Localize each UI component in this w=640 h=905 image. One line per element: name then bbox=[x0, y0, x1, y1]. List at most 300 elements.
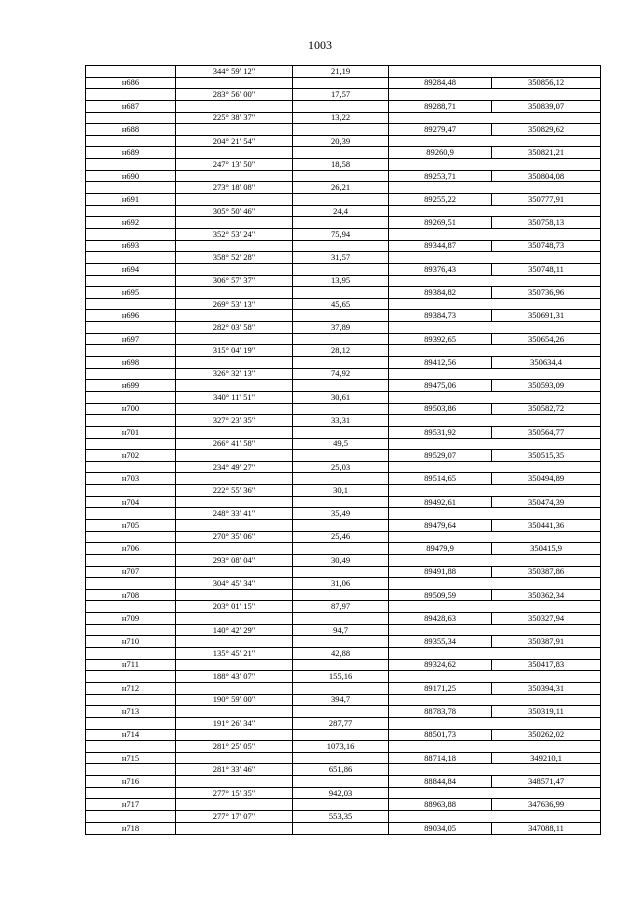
point-name-cell: н694 bbox=[86, 263, 176, 275]
segment-blank-cell bbox=[389, 601, 601, 613]
point-blank-cell bbox=[293, 287, 389, 299]
point-name-cell: н688 bbox=[86, 124, 176, 136]
x-coordinate-cell: 88783,78 bbox=[389, 706, 492, 718]
y-coordinate-cell: 350821,21 bbox=[492, 147, 601, 159]
y-coordinate-cell: 350582,72 bbox=[492, 403, 601, 415]
segment-length-cell: 35,49 bbox=[293, 508, 389, 520]
segment-row bbox=[86, 182, 601, 194]
segment-row bbox=[86, 322, 601, 334]
segment-blank-cell bbox=[86, 182, 176, 194]
segment-length-cell: 42,88 bbox=[293, 648, 389, 660]
segment-length-cell: 26,21 bbox=[293, 182, 389, 194]
point-blank-cell bbox=[293, 776, 389, 788]
direction-angle-cell: 306° 57' 37" bbox=[176, 275, 293, 287]
segment-length-cell: 1073,16 bbox=[293, 741, 389, 753]
segment-blank-cell bbox=[389, 66, 601, 78]
point-blank-cell bbox=[176, 799, 293, 811]
segment-blank-cell bbox=[389, 368, 601, 380]
segment-row bbox=[86, 601, 601, 613]
segment-length-cell: 25,03 bbox=[293, 461, 389, 473]
segment-length-cell: 30,49 bbox=[293, 554, 389, 566]
segment-blank-cell bbox=[86, 345, 176, 357]
point-blank-cell bbox=[293, 194, 389, 206]
direction-angle-cell: 270° 35' 06" bbox=[176, 531, 293, 543]
segment-blank-cell bbox=[86, 159, 176, 171]
segment-blank-cell bbox=[86, 485, 176, 497]
direction-angle-cell: 222° 55' 36" bbox=[176, 485, 293, 497]
segment-row bbox=[86, 345, 601, 357]
direction-angle-cell: 352° 53' 24" bbox=[176, 228, 293, 240]
segment-blank-cell bbox=[86, 694, 176, 706]
direction-angle-cell: 188° 43' 07" bbox=[176, 671, 293, 683]
segment-blank-cell bbox=[86, 415, 176, 427]
y-coordinate-cell: 348571,47 bbox=[492, 776, 601, 788]
point-name-cell: н693 bbox=[86, 240, 176, 252]
segment-row bbox=[86, 485, 601, 497]
point-name-cell: н711 bbox=[86, 659, 176, 671]
segment-length-cell: 45,65 bbox=[293, 298, 389, 310]
coordinates-table-body bbox=[86, 66, 601, 835]
y-coordinate-cell: 347636,99 bbox=[492, 799, 601, 811]
point-row bbox=[86, 613, 601, 625]
point-row bbox=[86, 263, 601, 275]
point-row bbox=[86, 636, 601, 648]
segment-row bbox=[86, 648, 601, 660]
segment-blank-cell bbox=[389, 741, 601, 753]
point-row bbox=[86, 310, 601, 322]
segment-length-cell: 94,7 bbox=[293, 624, 389, 636]
x-coordinate-cell: 89269,51 bbox=[389, 217, 492, 229]
y-coordinate-cell: 350777,91 bbox=[492, 194, 601, 206]
point-name-cell: н687 bbox=[86, 100, 176, 112]
segment-blank-cell bbox=[389, 717, 601, 729]
y-coordinate-cell: 350262,02 bbox=[492, 729, 601, 741]
segment-blank-cell bbox=[86, 228, 176, 240]
x-coordinate-cell: 89475,06 bbox=[389, 380, 492, 392]
segment-length-cell: 394,7 bbox=[293, 694, 389, 706]
y-coordinate-cell: 350654,26 bbox=[492, 333, 601, 345]
segment-row bbox=[86, 368, 601, 380]
y-coordinate-cell: 350829,62 bbox=[492, 124, 601, 136]
direction-angle-cell: 277° 17' 07" bbox=[176, 811, 293, 823]
point-blank-cell bbox=[176, 263, 293, 275]
y-coordinate-cell: 350748,11 bbox=[492, 263, 601, 275]
x-coordinate-cell: 89412,56 bbox=[389, 357, 492, 369]
y-coordinate-cell: 350804,08 bbox=[492, 170, 601, 182]
x-coordinate-cell: 89355,34 bbox=[389, 636, 492, 648]
segment-length-cell: 17,57 bbox=[293, 89, 389, 101]
y-coordinate-cell: 350839,07 bbox=[492, 100, 601, 112]
point-name-cell: н686 bbox=[86, 77, 176, 89]
segment-blank-cell bbox=[86, 322, 176, 334]
direction-angle-cell: 305° 50' 46" bbox=[176, 205, 293, 217]
segment-blank-cell bbox=[389, 345, 601, 357]
point-blank-cell bbox=[176, 776, 293, 788]
x-coordinate-cell: 89479,9 bbox=[389, 543, 492, 555]
direction-angle-cell: 340° 11' 51" bbox=[176, 391, 293, 403]
segment-blank-cell bbox=[86, 717, 176, 729]
point-blank-cell bbox=[293, 263, 389, 275]
segment-length-cell: 24,4 bbox=[293, 205, 389, 217]
y-coordinate-cell: 349210,1 bbox=[492, 752, 601, 764]
segment-blank-cell bbox=[86, 531, 176, 543]
segment-blank-cell bbox=[86, 461, 176, 473]
segment-blank-cell bbox=[389, 485, 601, 497]
point-blank-cell bbox=[176, 473, 293, 485]
point-row bbox=[86, 100, 601, 112]
segment-row bbox=[86, 787, 601, 799]
segment-blank-cell bbox=[389, 275, 601, 287]
point-blank-cell bbox=[176, 333, 293, 345]
segment-blank-cell bbox=[389, 391, 601, 403]
point-blank-cell bbox=[176, 566, 293, 578]
direction-angle-cell: 304° 45' 34" bbox=[176, 578, 293, 590]
segment-blank-cell bbox=[389, 322, 601, 334]
segment-blank-cell bbox=[86, 112, 176, 124]
x-coordinate-cell: 89324,62 bbox=[389, 659, 492, 671]
direction-angle-cell: 358° 52' 28" bbox=[176, 252, 293, 264]
segment-blank-cell bbox=[86, 89, 176, 101]
segment-row bbox=[86, 554, 601, 566]
direction-angle-cell: 266° 41' 58" bbox=[176, 438, 293, 450]
x-coordinate-cell: 89514,65 bbox=[389, 473, 492, 485]
point-name-cell: н699 bbox=[86, 380, 176, 392]
point-row bbox=[86, 124, 601, 136]
y-coordinate-cell: 350691,31 bbox=[492, 310, 601, 322]
point-row bbox=[86, 333, 601, 345]
segment-length-cell: 13,22 bbox=[293, 112, 389, 124]
segment-blank-cell bbox=[389, 508, 601, 520]
point-blank-cell bbox=[293, 752, 389, 764]
point-row bbox=[86, 473, 601, 485]
point-name-cell: н710 bbox=[86, 636, 176, 648]
segment-blank-cell bbox=[86, 66, 176, 78]
segment-blank-cell bbox=[389, 252, 601, 264]
point-row bbox=[86, 822, 601, 834]
x-coordinate-cell: 89255,22 bbox=[389, 194, 492, 206]
point-name-cell: н691 bbox=[86, 194, 176, 206]
point-blank-cell bbox=[293, 636, 389, 648]
point-name-cell: н706 bbox=[86, 543, 176, 555]
segment-blank-cell bbox=[389, 811, 601, 823]
direction-angle-cell: 283° 56' 00" bbox=[176, 89, 293, 101]
point-row bbox=[86, 287, 601, 299]
point-blank-cell bbox=[293, 380, 389, 392]
direction-angle-cell: 326° 32' 13" bbox=[176, 368, 293, 380]
x-coordinate-cell: 88844,84 bbox=[389, 776, 492, 788]
segment-blank-cell bbox=[389, 159, 601, 171]
x-coordinate-cell: 88501,73 bbox=[389, 729, 492, 741]
segment-length-cell: 49,5 bbox=[293, 438, 389, 450]
segment-blank-cell bbox=[389, 671, 601, 683]
point-blank-cell bbox=[293, 613, 389, 625]
segment-blank-cell bbox=[86, 671, 176, 683]
direction-angle-cell: 225° 38' 37" bbox=[176, 112, 293, 124]
point-row bbox=[86, 217, 601, 229]
point-blank-cell bbox=[176, 636, 293, 648]
y-coordinate-cell: 347088,11 bbox=[492, 822, 601, 834]
segment-length-cell: 553,35 bbox=[293, 811, 389, 823]
point-blank-cell bbox=[176, 752, 293, 764]
x-coordinate-cell: 89344,87 bbox=[389, 240, 492, 252]
point-blank-cell bbox=[293, 240, 389, 252]
y-coordinate-cell: 350474,39 bbox=[492, 496, 601, 508]
point-row bbox=[86, 659, 601, 671]
segment-blank-cell bbox=[389, 787, 601, 799]
segment-length-cell: 13,95 bbox=[293, 275, 389, 287]
point-blank-cell bbox=[293, 566, 389, 578]
segment-length-cell: 18,58 bbox=[293, 159, 389, 171]
segment-length-cell: 287,77 bbox=[293, 717, 389, 729]
point-blank-cell bbox=[293, 77, 389, 89]
point-blank-cell bbox=[176, 380, 293, 392]
point-row bbox=[86, 682, 601, 694]
point-row bbox=[86, 170, 601, 182]
point-blank-cell bbox=[293, 519, 389, 531]
x-coordinate-cell: 89376,43 bbox=[389, 263, 492, 275]
direction-angle-cell: 269° 53' 13" bbox=[176, 298, 293, 310]
direction-angle-cell: 203° 01' 15" bbox=[176, 601, 293, 613]
point-name-cell: н707 bbox=[86, 566, 176, 578]
x-coordinate-cell: 89034,05 bbox=[389, 822, 492, 834]
segment-row bbox=[86, 578, 601, 590]
segment-row bbox=[86, 438, 601, 450]
point-row bbox=[86, 729, 601, 741]
point-blank-cell bbox=[176, 147, 293, 159]
x-coordinate-cell: 89284,48 bbox=[389, 77, 492, 89]
segment-length-cell: 155,16 bbox=[293, 671, 389, 683]
y-coordinate-cell: 350327,94 bbox=[492, 613, 601, 625]
y-coordinate-cell: 350758,13 bbox=[492, 217, 601, 229]
segment-blank-cell bbox=[86, 391, 176, 403]
point-blank-cell bbox=[176, 659, 293, 671]
x-coordinate-cell: 89171,25 bbox=[389, 682, 492, 694]
segment-blank-cell bbox=[389, 182, 601, 194]
segment-row bbox=[86, 811, 601, 823]
segment-row bbox=[86, 66, 601, 78]
y-coordinate-cell: 350593,09 bbox=[492, 380, 601, 392]
point-blank-cell bbox=[176, 124, 293, 136]
segment-row bbox=[86, 764, 601, 776]
point-row bbox=[86, 380, 601, 392]
point-blank-cell bbox=[176, 194, 293, 206]
segment-length-cell: 31,06 bbox=[293, 578, 389, 590]
point-name-cell: н690 bbox=[86, 170, 176, 182]
segment-row bbox=[86, 275, 601, 287]
point-row bbox=[86, 752, 601, 764]
segment-row bbox=[86, 252, 601, 264]
point-blank-cell bbox=[293, 333, 389, 345]
direction-angle-cell: 191° 26' 34" bbox=[176, 717, 293, 729]
point-blank-cell bbox=[293, 589, 389, 601]
segment-row bbox=[86, 531, 601, 543]
point-row bbox=[86, 403, 601, 415]
direction-angle-cell: 234° 49' 27" bbox=[176, 461, 293, 473]
segment-blank-cell bbox=[389, 624, 601, 636]
point-blank-cell bbox=[293, 822, 389, 834]
segment-length-cell: 25,46 bbox=[293, 531, 389, 543]
segment-blank-cell bbox=[86, 624, 176, 636]
point-blank-cell bbox=[293, 659, 389, 671]
point-name-cell: н716 bbox=[86, 776, 176, 788]
y-coordinate-cell: 350564,77 bbox=[492, 426, 601, 438]
segment-blank-cell bbox=[389, 531, 601, 543]
segment-blank-cell bbox=[389, 415, 601, 427]
y-coordinate-cell: 350415,9 bbox=[492, 543, 601, 555]
segment-blank-cell bbox=[86, 764, 176, 776]
segment-blank-cell bbox=[389, 764, 601, 776]
segment-length-cell: 87,97 bbox=[293, 601, 389, 613]
segment-blank-cell bbox=[86, 508, 176, 520]
segment-blank-cell bbox=[86, 811, 176, 823]
segment-length-cell: 651,86 bbox=[293, 764, 389, 776]
point-blank-cell bbox=[293, 217, 389, 229]
x-coordinate-cell: 89492,61 bbox=[389, 496, 492, 508]
segment-blank-cell bbox=[86, 578, 176, 590]
segment-blank-cell bbox=[86, 252, 176, 264]
segment-length-cell: 74,92 bbox=[293, 368, 389, 380]
segment-row bbox=[86, 717, 601, 729]
point-row bbox=[86, 147, 601, 159]
direction-angle-cell: 293° 08' 04" bbox=[176, 554, 293, 566]
segment-length-cell: 20,39 bbox=[293, 135, 389, 147]
point-blank-cell bbox=[293, 170, 389, 182]
point-row bbox=[86, 450, 601, 462]
coordinates-table bbox=[85, 65, 601, 835]
point-blank-cell bbox=[176, 357, 293, 369]
segment-row bbox=[86, 624, 601, 636]
segment-length-cell: 21,19 bbox=[293, 66, 389, 78]
point-blank-cell bbox=[176, 426, 293, 438]
segment-blank-cell bbox=[86, 601, 176, 613]
point-name-cell: н713 bbox=[86, 706, 176, 718]
y-coordinate-cell: 350387,86 bbox=[492, 566, 601, 578]
point-blank-cell bbox=[293, 100, 389, 112]
point-row bbox=[86, 706, 601, 718]
y-coordinate-cell: 350387,91 bbox=[492, 636, 601, 648]
segment-row bbox=[86, 694, 601, 706]
x-coordinate-cell: 89384,82 bbox=[389, 287, 492, 299]
point-name-cell: н696 bbox=[86, 310, 176, 322]
segment-blank-cell bbox=[389, 135, 601, 147]
point-name-cell: н703 bbox=[86, 473, 176, 485]
segment-length-cell: 28,12 bbox=[293, 345, 389, 357]
x-coordinate-cell: 89531,92 bbox=[389, 426, 492, 438]
segment-row bbox=[86, 112, 601, 124]
x-coordinate-cell: 88963,88 bbox=[389, 799, 492, 811]
point-blank-cell bbox=[176, 613, 293, 625]
segment-row bbox=[86, 89, 601, 101]
segment-length-cell: 37,89 bbox=[293, 322, 389, 334]
point-name-cell: н700 bbox=[86, 403, 176, 415]
y-coordinate-cell: 350441,36 bbox=[492, 519, 601, 531]
point-name-cell: н692 bbox=[86, 217, 176, 229]
direction-angle-cell: 315° 04' 19" bbox=[176, 345, 293, 357]
point-blank-cell bbox=[293, 147, 389, 159]
point-name-cell: н718 bbox=[86, 822, 176, 834]
point-blank-cell bbox=[176, 589, 293, 601]
point-blank-cell bbox=[293, 729, 389, 741]
direction-angle-cell: 281° 33' 46" bbox=[176, 764, 293, 776]
direction-angle-cell: 281° 25' 05" bbox=[176, 741, 293, 753]
segment-length-cell: 33,31 bbox=[293, 415, 389, 427]
segment-blank-cell bbox=[86, 741, 176, 753]
point-row bbox=[86, 357, 601, 369]
segment-length-cell: 75,94 bbox=[293, 228, 389, 240]
point-row bbox=[86, 496, 601, 508]
point-blank-cell bbox=[293, 799, 389, 811]
segment-length-cell: 942,03 bbox=[293, 787, 389, 799]
point-name-cell: н708 bbox=[86, 589, 176, 601]
point-blank-cell bbox=[176, 450, 293, 462]
point-name-cell: н695 bbox=[86, 287, 176, 299]
segment-blank-cell bbox=[389, 554, 601, 566]
point-row bbox=[86, 426, 601, 438]
point-blank-cell bbox=[176, 729, 293, 741]
direction-angle-cell: 277° 15' 35" bbox=[176, 787, 293, 799]
y-coordinate-cell: 350319,11 bbox=[492, 706, 601, 718]
segment-blank-cell bbox=[389, 298, 601, 310]
x-coordinate-cell: 89260,9 bbox=[389, 147, 492, 159]
point-blank-cell bbox=[176, 543, 293, 555]
segment-blank-cell bbox=[86, 368, 176, 380]
x-coordinate-cell: 89503,86 bbox=[389, 403, 492, 415]
segment-row bbox=[86, 508, 601, 520]
x-coordinate-cell: 89288,71 bbox=[389, 100, 492, 112]
point-blank-cell bbox=[176, 100, 293, 112]
point-blank-cell bbox=[293, 357, 389, 369]
direction-angle-cell: 135° 45' 21" bbox=[176, 648, 293, 660]
x-coordinate-cell: 89384,73 bbox=[389, 310, 492, 322]
point-blank-cell bbox=[176, 519, 293, 531]
point-row bbox=[86, 776, 601, 788]
segment-blank-cell bbox=[86, 787, 176, 799]
point-name-cell: н698 bbox=[86, 357, 176, 369]
segment-blank-cell bbox=[86, 205, 176, 217]
point-blank-cell bbox=[176, 217, 293, 229]
segment-row bbox=[86, 671, 601, 683]
point-blank-cell bbox=[176, 403, 293, 415]
point-row bbox=[86, 194, 601, 206]
point-name-cell: н697 bbox=[86, 333, 176, 345]
segment-blank-cell bbox=[86, 298, 176, 310]
point-name-cell: н717 bbox=[86, 799, 176, 811]
direction-angle-cell: 327° 23' 35" bbox=[176, 415, 293, 427]
segment-length-cell: 30,61 bbox=[293, 391, 389, 403]
y-coordinate-cell: 350362,34 bbox=[492, 589, 601, 601]
y-coordinate-cell: 350394,31 bbox=[492, 682, 601, 694]
segment-blank-cell bbox=[389, 89, 601, 101]
point-blank-cell bbox=[176, 170, 293, 182]
point-blank-cell bbox=[176, 706, 293, 718]
segment-blank-cell bbox=[389, 112, 601, 124]
point-blank-cell bbox=[293, 450, 389, 462]
segment-row bbox=[86, 159, 601, 171]
y-coordinate-cell: 350634,4 bbox=[492, 357, 601, 369]
y-coordinate-cell: 350515,35 bbox=[492, 450, 601, 462]
y-coordinate-cell: 350494,89 bbox=[492, 473, 601, 485]
point-name-cell: н715 bbox=[86, 752, 176, 764]
direction-angle-cell: 140° 42' 29" bbox=[176, 624, 293, 636]
point-name-cell: н705 bbox=[86, 519, 176, 531]
direction-angle-cell: 282° 03' 58" bbox=[176, 322, 293, 334]
y-coordinate-cell: 350417,83 bbox=[492, 659, 601, 671]
point-row bbox=[86, 566, 601, 578]
segment-row bbox=[86, 461, 601, 473]
segment-blank-cell bbox=[389, 461, 601, 473]
point-name-cell: н702 bbox=[86, 450, 176, 462]
direction-angle-cell: 344° 59' 12" bbox=[176, 66, 293, 78]
